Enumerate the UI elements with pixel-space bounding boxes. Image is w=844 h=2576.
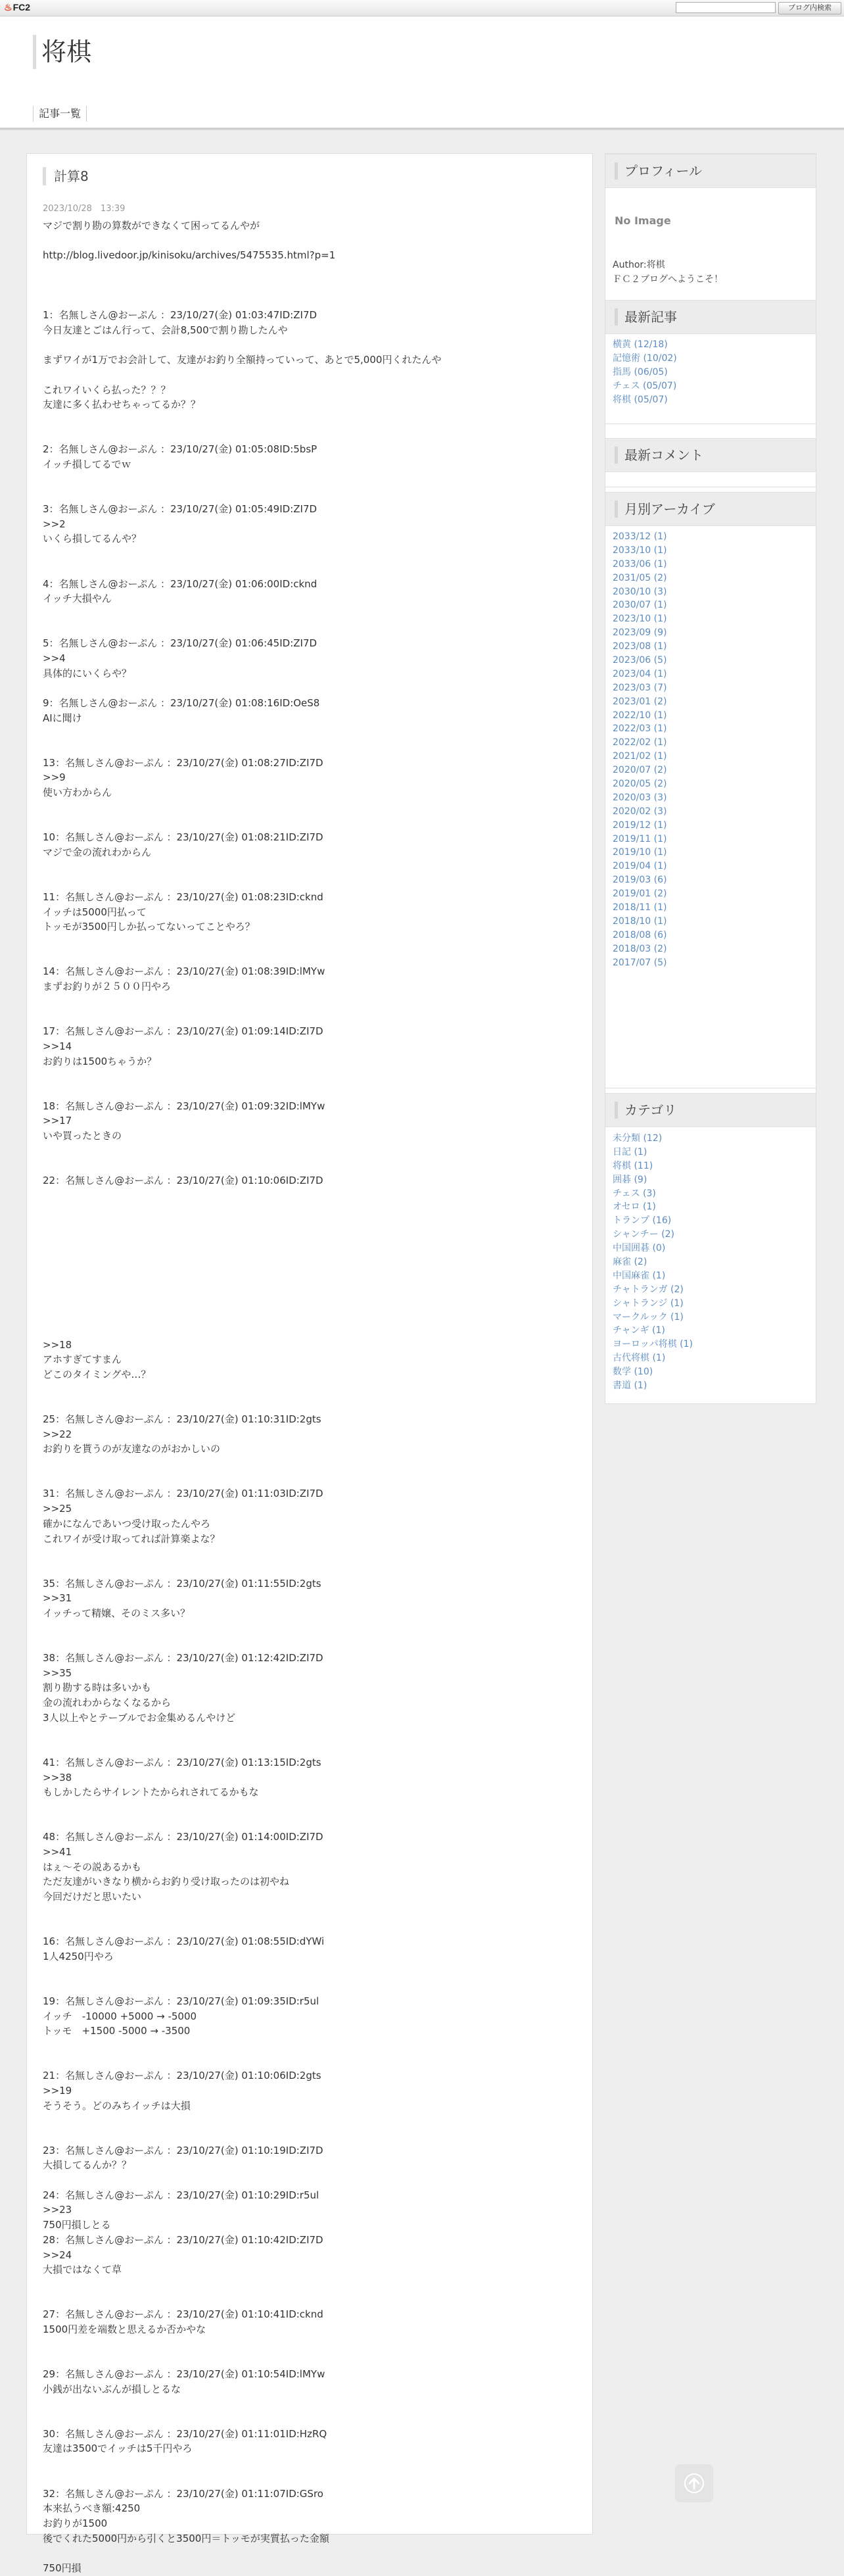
profile-no-image: No Image — [615, 214, 671, 227]
archive-link[interactable]: 2021/02 (1) — [613, 751, 667, 762]
archive-link[interactable]: 2033/12 (1) — [613, 531, 667, 542]
blank-line — [43, 2054, 582, 2069]
post-line: 13：名無しさん@おーぷん ：23/10/27(金) 01:08:27ID:ZI7D — [43, 756, 323, 769]
archive-link[interactable]: 2022/03 (1) — [613, 723, 667, 735]
blank-line — [43, 1158, 582, 1173]
category-link[interactable]: 中国囲碁 (0) — [613, 1243, 666, 1254]
profile-author: Author:将棋 — [613, 260, 665, 270]
fc2-flame-icon: ♨ — [4, 2, 12, 12]
blank-line — [43, 2337, 582, 2352]
post-line: お釣りを貰うのが友達なのがおかしいの — [43, 1443, 221, 1455]
archives-heading-bar — [605, 492, 816, 526]
blank-line — [43, 278, 582, 293]
recent-posts-heading-bar — [605, 300, 816, 334]
blank-line — [43, 621, 582, 637]
blank-line — [43, 263, 582, 278]
archive-link[interactable]: 2023/01 (2) — [613, 696, 667, 707]
blank-line — [43, 1278, 582, 1293]
archive-link[interactable]: 2019/03 (6) — [613, 875, 667, 886]
post-line: 今日友達とごはん行って、会計8,500で割り勘したんや — [43, 324, 288, 336]
archive-link[interactable]: 2033/06 (1) — [613, 558, 667, 570]
blank-line — [43, 2412, 582, 2427]
post-line: >>31 — [43, 1592, 72, 1605]
blank-line — [43, 2173, 582, 2188]
blank-line — [43, 233, 582, 249]
category-link[interactable]: 古代将棋 (1) — [613, 1353, 666, 1364]
category-link[interactable]: 麻雀 (2) — [613, 1257, 647, 1268]
blank-line — [43, 1621, 582, 1636]
post-line: >>38 — [43, 1771, 72, 1784]
archive-link[interactable]: 2031/05 (2) — [613, 572, 667, 583]
post-line: 1500円差を端数と思えるか否かやな — [43, 2323, 206, 2335]
archive-link[interactable]: 2020/03 (3) — [613, 792, 667, 803]
categories-heading: カテゴリ — [615, 1102, 676, 1119]
post-line: 金の流れわからなくなるから — [43, 1697, 172, 1709]
archive-link[interactable]: 2018/08 (6) — [613, 929, 667, 940]
recent-comments-heading-bar — [605, 438, 816, 472]
categories-list — [613, 1132, 693, 1393]
recent-posts-heading: 最新記事 — [615, 308, 677, 326]
category-link[interactable]: シャンチー (2) — [613, 1229, 675, 1240]
post-line: 23：名無しさん@おーぷん ：23/10/27(金) 01:10:19ID:ZI7D — [43, 2144, 323, 2156]
post-line: 大損ではなくて草 — [43, 2264, 122, 2276]
blank-line — [43, 2277, 582, 2293]
post-line: 11：名無しさん@おーぷん ：23/10/27(金) 01:08:23ID:cknd — [43, 890, 323, 903]
post-line: 10：名無しさん@おーぷん ：23/10/27(金) 01:08:21ID:ZI7D — [43, 831, 323, 844]
archive-link[interactable]: 2019/10 (1) — [613, 847, 667, 858]
blank-line — [43, 1382, 582, 1397]
blank-line — [43, 2039, 582, 2054]
post-line: >>24 — [43, 2248, 72, 2261]
blank-line — [43, 1964, 582, 1979]
category-link[interactable]: チャンギ (1) — [613, 1325, 665, 1336]
post-line: 大損してるんか？？ — [43, 2159, 132, 2172]
blank-line — [43, 1293, 582, 1308]
blog-header — [0, 16, 844, 130]
recent-comments-heading: 最新コメント — [615, 447, 703, 464]
blank-line — [43, 2456, 582, 2471]
post-line: まずワイが1万でお会計して、友達がお釣り全額持っていって、あとで5,000円くれたんや — [43, 354, 442, 366]
archive-link[interactable]: 2019/11 (1) — [613, 833, 667, 844]
blank-line — [43, 1979, 582, 1994]
post-line: 38：名無しさん@おーぷん ：23/10/27(金) 01:12:42ID:ZI7D — [43, 1652, 323, 1664]
post-line: イッチ損してるでｗ — [43, 458, 131, 470]
blank-line — [43, 2471, 582, 2487]
post-line: 3人以上やとテーブルでお金集めるんやけど — [43, 1711, 236, 1724]
post-line: 22：名無しさん@おーぷん ：23/10/27(金) 01:10:06ID:ZI7D — [43, 1175, 323, 1186]
post-line: 1人4250円やろ — [43, 1950, 114, 1962]
blank-line — [43, 1084, 582, 1099]
blank-line — [43, 1397, 582, 1412]
category-link[interactable]: チェス (3) — [613, 1188, 656, 1199]
archive-link[interactable]: 2020/02 (3) — [613, 806, 667, 817]
recent-post-link[interactable]: 記憶術 (10/02) — [613, 352, 677, 364]
post-line: 750円損しとる — [43, 2219, 111, 2231]
recent-post-link[interactable]: 将棋 (05/07) — [613, 394, 668, 405]
post-line: 25：名無しさん@おーぷん ：23/10/27(金) 01:10:31ID:2gts — [43, 1413, 321, 1425]
blog-search-button[interactable]: ブログ内検索 — [778, 2, 841, 14]
blank-line — [43, 1248, 582, 1263]
category-link[interactable]: 未分類 (12) — [613, 1133, 663, 1144]
archive-link[interactable]: 2023/10 (1) — [613, 614, 667, 625]
post-line: トッモ +1500 -5000 → -3500 — [43, 2025, 191, 2037]
post-line: まずお釣りが２５００円やろ — [43, 981, 172, 993]
post-line: 後でくれた5000円から引くと3500円＝トッモが実質払った金額 — [43, 2532, 329, 2544]
blank-line — [43, 2396, 582, 2412]
post-line: 友達に多く払わせちゃってるか？？ — [43, 399, 201, 411]
post-line: もしかしたらサイレントたかられされてるかもな — [43, 1786, 259, 1799]
blank-line — [43, 2113, 582, 2128]
back-to-top-button[interactable] — [675, 2464, 713, 2502]
post-line: 具体的にいくらや？ — [43, 667, 132, 679]
blank-line — [43, 2293, 582, 2308]
post-line: イッチって精嬢、そのミス多い？ — [43, 1607, 191, 1619]
archive-link[interactable]: 2020/05 (2) — [613, 779, 667, 790]
category-link[interactable]: 書道 (1) — [613, 1380, 647, 1392]
blank-line — [43, 1815, 582, 1830]
post-line: どこのタイミングや…？ — [43, 1368, 151, 1380]
post-line: >>25 — [43, 1503, 72, 1515]
sidebar — [605, 153, 816, 1404]
post-line[interactable]: http://blog.livedoor.jp/kinisoku/archives/5475535.html?p=1 — [43, 249, 336, 262]
archive-link[interactable]: 2022/10 (1) — [613, 710, 667, 721]
post-line: お釣りが1500 — [43, 2517, 108, 2529]
blank-line — [43, 2352, 582, 2367]
post-line: >>14 — [43, 1040, 72, 1052]
post-line: 確かになんであいつ受け取ったんやろ — [43, 1517, 211, 1530]
recent-post-link[interactable]: 横黄 (12/18) — [613, 339, 668, 350]
archives-heading: 月別アーカイブ — [615, 500, 715, 518]
post-line: お釣りは1500ちゃうか？ — [43, 1055, 157, 1067]
recent-posts-list — [613, 338, 677, 406]
archive-link[interactable]: 2019/12 (1) — [613, 819, 667, 831]
post-line: >>2 — [43, 518, 66, 530]
blank-line — [43, 606, 582, 621]
category-link[interactable]: マークルック (1) — [613, 1311, 684, 1323]
post-line: >>22 — [43, 1428, 72, 1440]
post-line: 41：名無しさん@おーぷん ：23/10/27(金) 01:13:15ID:2gts — [43, 1756, 321, 1768]
blank-line — [43, 368, 582, 383]
post-body — [43, 218, 582, 2576]
blank-line — [43, 562, 582, 577]
post-line: 30：名無しさん@おーぷん ：23/10/27(金) 01:11:01ID:HzRQ — [43, 2427, 327, 2440]
blank-line — [43, 860, 582, 875]
category-link[interactable]: 囲碁 (9) — [613, 1174, 647, 1185]
category-link[interactable]: オセロ (1) — [613, 1202, 656, 1213]
post-line: 今回だけだと思いたい — [43, 1891, 142, 1903]
blank-line — [43, 487, 582, 502]
profile-heading: プロフィール — [615, 162, 702, 180]
blank-line — [43, 1472, 582, 1487]
category-link[interactable]: 日記 (1) — [613, 1146, 647, 1157]
blank-line — [43, 1546, 582, 1561]
archive-link[interactable]: 2018/11 (1) — [613, 902, 667, 913]
post-line: 19：名無しさん@おーぷん ：23/10/27(金) 01:09:35ID:r5ul — [43, 1995, 319, 2007]
post-line: >>35 — [43, 1666, 72, 1679]
blank-line — [43, 1725, 582, 1740]
blank-line — [43, 1561, 582, 1576]
category-link[interactable]: シャトランジ (1) — [613, 1298, 684, 1309]
blank-line — [43, 875, 582, 890]
post-line: イッチ -10000 +5000 → -5000 — [43, 2010, 197, 2022]
archive-link[interactable]: 2030/10 (3) — [613, 586, 667, 597]
blank-line — [43, 1218, 582, 1233]
post-line: はぇ～その説あるかも — [43, 1860, 142, 1873]
archive-link[interactable]: 2023/06 (5) — [613, 655, 667, 666]
post-line: 750円損 — [43, 2562, 82, 2574]
category-link[interactable]: 数学 (10) — [613, 1367, 653, 1378]
blank-line — [43, 2546, 582, 2561]
post-line: 本来払うべき額:4250 — [43, 2502, 141, 2515]
blank-line — [43, 994, 582, 1009]
fc2-logo[interactable] — [4, 2, 30, 13]
post-title[interactable]: 計算8 — [43, 167, 89, 185]
post-line: ただ友達がいきなり横からお釣り受け取ったのは初やね — [43, 1876, 290, 1888]
archive-link[interactable]: 2017/07 (5) — [613, 957, 667, 968]
post-line: 5：名無しさん@おーぷん ：23/10/27(金) 01:06:45ID:ZI7D — [43, 637, 317, 650]
nav-article-list-link[interactable]: 記事一覧 — [33, 106, 87, 122]
archive-link[interactable]: 2030/07 (1) — [613, 600, 667, 611]
post-line: 9：名無しさん@おーぷん ：23/10/27(金) 01:08:16ID:OeS8 — [43, 697, 320, 709]
post-line: トッモが3500円しか払ってないってことやろ？ — [43, 921, 255, 933]
post-line: >>23 — [43, 2204, 72, 2216]
post-line: 31：名無しさん@おーぷん ：23/10/27(金) 01:11:03ID:ZI7D — [43, 1488, 323, 1500]
post-line: 48：名無しさん@おーぷん ：23/10/27(金) 01:14:00ID:ZI7D — [43, 1831, 323, 1843]
blank-line — [43, 1457, 582, 1472]
archive-link[interactable]: 2019/04 (1) — [613, 861, 667, 872]
blank-line — [43, 1800, 582, 1815]
category-link[interactable]: チャトランガ (2) — [613, 1284, 684, 1295]
archive-link[interactable]: 2023/04 (1) — [613, 668, 667, 679]
blank-line — [43, 935, 582, 950]
post-line: いや買ったときの — [43, 1129, 122, 1142]
archive-link[interactable]: 2033/10 (1) — [613, 545, 667, 556]
post-line: 21：名無しさん@おーぷん ：23/10/27(金) 01:10:06ID:2gts — [43, 2070, 321, 2082]
post-line: マジで割り勘の算数ができなくて困ってるんやが — [43, 220, 260, 231]
post-line: 28：名無しさん@おーぷん ：23/10/27(金) 01:10:42ID:ZI7D — [43, 2233, 323, 2246]
blank-line — [43, 2128, 582, 2143]
post-line: 使い方わからん — [43, 787, 112, 799]
post-line: 14：名無しさん@おーぷん ：23/10/27(金) 01:08:39ID:lMYw — [43, 965, 325, 978]
blank-line — [43, 1009, 582, 1024]
archive-link[interactable]: 2023/03 (7) — [613, 682, 667, 693]
blank-line — [43, 1307, 582, 1323]
post-line: イッチ大損やん — [43, 593, 112, 605]
post-line: 1：名無しさん@おーぷん ：23/10/27(金) 01:03:47ID:ZI7D — [43, 309, 317, 322]
blank-line — [43, 950, 582, 965]
blank-line — [43, 1203, 582, 1218]
post-line: 割り勘する時は多いかも — [43, 1682, 152, 1694]
archive-link[interactable]: 2020/07 (2) — [613, 765, 667, 776]
blank-line — [43, 427, 582, 443]
categories-heading-bar — [605, 1093, 816, 1127]
blank-line — [43, 800, 582, 815]
archive-link[interactable]: 2019/01 (2) — [613, 888, 667, 900]
post-line: 小銭が出ないぶんが損しとるな — [43, 2383, 181, 2395]
blank-line — [43, 1233, 582, 1248]
post-line: 35：名無しさん@おーぷん ：23/10/27(金) 01:11:55ID:2gts — [43, 1577, 321, 1590]
blank-line — [43, 338, 582, 353]
blank-line — [43, 1323, 582, 1338]
blank-line — [43, 1919, 582, 1934]
post-line: >>17 — [43, 1115, 72, 1127]
blank-line — [43, 1188, 582, 1203]
post-line: 4：名無しさん@おーぷん ：23/10/27(金) 01:06:00ID:cknd — [43, 577, 317, 590]
post-line: >>18 — [43, 1338, 72, 1351]
blank-line — [43, 412, 582, 427]
post-line: >>4 — [43, 652, 66, 664]
archive-link[interactable]: 2022/02 (1) — [613, 737, 667, 748]
archive-link[interactable]: 2018/03 (2) — [613, 943, 667, 954]
recent-post-link[interactable]: 指馬 (06/05) — [613, 366, 668, 377]
blank-line — [43, 293, 582, 308]
blank-line — [43, 1740, 582, 1755]
post-line: 16：名無しさん@おーぷん ：23/10/27(金) 01:08:55ID:dYWi — [43, 1935, 325, 1948]
archive-link[interactable]: 2023/09 (9) — [613, 627, 667, 639]
archive-link[interactable]: 2018/10 (1) — [613, 915, 667, 927]
post-line: 24：名無しさん@おーぷん ：23/10/27(金) 01:10:29ID:r5ul — [43, 2189, 319, 2201]
blog-title[interactable]: 将棋 — [33, 35, 91, 69]
post-date: 2023/10/28 13:39 — [43, 204, 126, 214]
blank-line — [43, 725, 582, 741]
category-link[interactable]: 中国麻雀 (1) — [613, 1270, 666, 1281]
blank-line — [43, 472, 582, 487]
post-line: マジで金の流れわからん — [43, 846, 152, 858]
post-line: アホすぎてすまん — [43, 1353, 122, 1366]
post-line: >>41 — [43, 1845, 72, 1858]
archive-link[interactable]: 2023/08 (1) — [613, 641, 667, 652]
post-line: 17：名無しさん@おーぷん ：23/10/27(金) 01:09:14ID:ZI7D — [43, 1025, 323, 1038]
fc2-toolbar — [0, 0, 844, 16]
nav-divider — [0, 128, 844, 130]
post-line: 18：名無しさん@おーぷん ：23/10/27(金) 01:09:32ID:lMYw — [43, 1100, 325, 1112]
post-line: >>9 — [43, 771, 66, 784]
post-line: そうそう。どのみちイッチは大損 — [43, 2099, 191, 2112]
blank-line — [43, 1144, 582, 1159]
blank-line — [43, 1636, 582, 1651]
post-line: 2：名無しさん@おーぷん ：23/10/27(金) 01:05:08ID:5bsP — [43, 443, 317, 456]
blank-line — [43, 1905, 582, 1920]
post-line: 32：名無しさん@おーぷん ：23/10/27(金) 01:11:07ID:GSro — [43, 2487, 323, 2500]
blank-line — [43, 681, 582, 696]
post-line: 29：名無しさん@おーぷん ：23/10/27(金) 01:10:54ID:lMYw — [43, 2368, 325, 2380]
blank-line — [43, 547, 582, 562]
post-line: >>19 — [43, 2084, 72, 2097]
profile-heading-bar — [605, 154, 816, 188]
post-line: これワイが受け取ってれば計算楽よな？ — [43, 1532, 220, 1545]
post-line: 友達は3500でイッチは5千円やろ — [43, 2442, 193, 2455]
post-line: AIに聞け — [43, 712, 82, 724]
archives-list — [613, 530, 667, 970]
blank-line — [43, 741, 582, 756]
post-line: イッチは5000円払って — [43, 906, 147, 918]
blank-line — [43, 1263, 582, 1278]
category-link[interactable]: 将棋 (11) — [613, 1160, 653, 1171]
post-line: 3：名無しさん@おーぷん ：23/10/27(金) 01:05:49ID:ZI7D — [43, 503, 317, 516]
category-link[interactable]: トランプ (16) — [613, 1215, 672, 1227]
profile-greeting: ＦＣ２ブログへようこそ！ — [613, 274, 723, 285]
post-line: いくら損してるんや？ — [43, 533, 142, 545]
blank-line — [43, 1069, 582, 1084]
category-link[interactable]: ヨーロッパ将棋 (1) — [613, 1339, 693, 1350]
post-line: 27：名無しさん@おーぷん ：23/10/27(金) 01:10:41ID:cknd — [43, 2308, 323, 2321]
recent-post-link[interactable]: チェス (05/07) — [613, 380, 677, 391]
fc2-logo-text: FC2 — [12, 2, 31, 12]
article-panel — [26, 153, 593, 2574]
arrow-up-icon — [684, 2473, 704, 2493]
post-line: これワイいくら払った？？？ — [43, 383, 171, 396]
blog-search-input[interactable] — [676, 2, 776, 13]
blank-line — [43, 815, 582, 831]
